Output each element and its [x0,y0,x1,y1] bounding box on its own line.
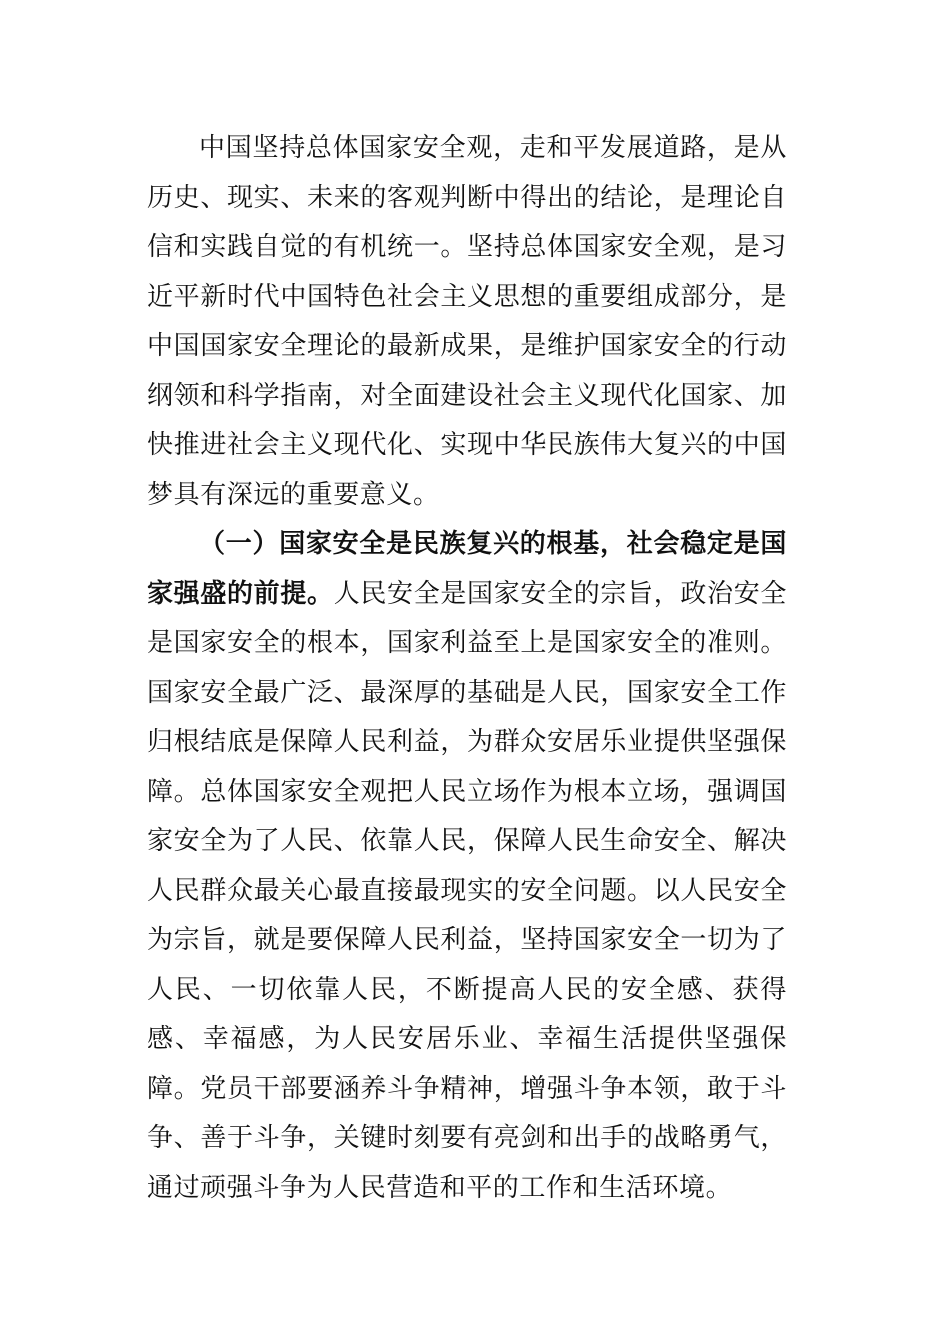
paragraph-intro-text: 中国坚持总体国家安全观，走和平发展道路，是从历史、现实、未来的客观判断中得出的结论，是理论自信和实践自觉的有机统一。坚持总体国家安全观，是习近平新时代中国特色社会主义思想的重要组成部分，是中国国家安全理论的最新成果，是维护国家安全的行动纲领和科学指南，对全面建设社会主义现代化国家、加快推进社会主义现代化、实现中华民族伟大复兴的中国梦具有深远的重要意义。 [147,133,787,510]
section-one-heading: （一）国家安全是民族复兴的根基，社会稳定是国家强盛的前提。 [147,529,787,609]
document-page [147,124,787,1213]
paragraph-section-one [147,520,787,1213]
section-one-body: 人民安全是国家安全的宗旨，政治安全是国家安全的根本，国家利益至上是国家安全的准则。国家安全最广泛、最深厚的基础是人民，国家安全工作归根结底是保障人民利益，为群众安居乐业提供坚强保障。总体国家安全观把人民立场作为根本立场，强调国家安全为了人民、依靠人民，保障人民生命安全、解决人民群众最关心最直接最现实的安全问题。以人民安全为宗旨，就是要保障人民利益，坚持国家安全一切为了人民、一切依靠人民，不断提高人民的安全感、获得感、幸福感，为人民安居乐业、幸福生活提供坚强保障。党员干部要涵养斗争精神，增强斗争本领，敢于斗争、善于斗争，关键时刻要有亮剑和出手的战略勇气，通过顽强斗争为人民营造和平的工作和生活环境。 [147,578,787,1203]
paragraph-intro [147,124,787,520]
